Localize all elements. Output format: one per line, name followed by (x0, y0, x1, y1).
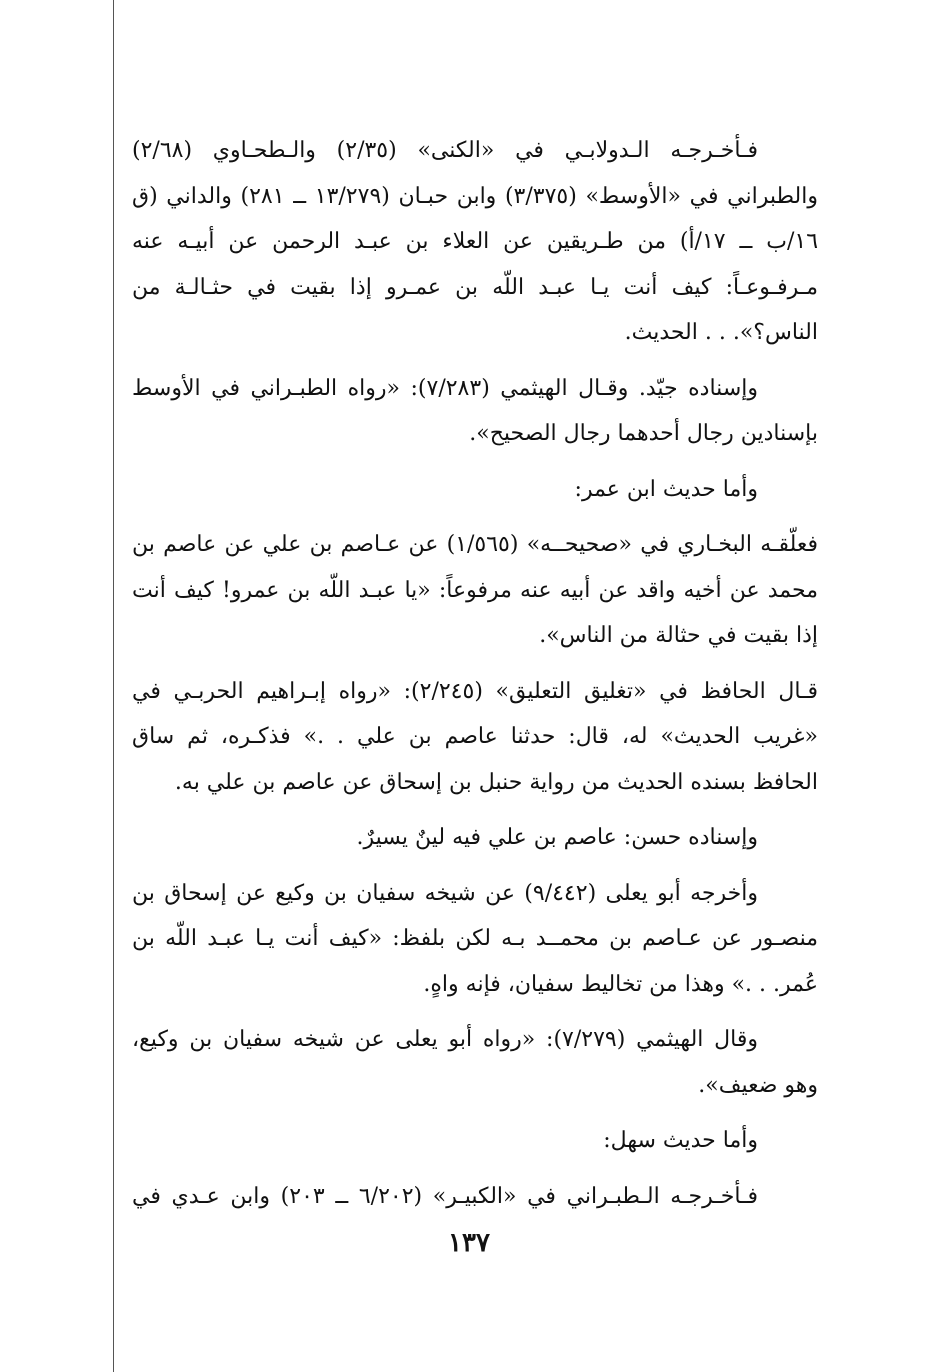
paragraph-tabarani-kabir: فـأخـرجـه الـطبـراني في «الكبيـر» (٦/٢٠٢ ــ ٢٠٣) وابن عـدي في (132, 1183, 758, 1209)
paragraph-haythami: وقال الهيثمي (٧/٢٧٩): «رواه أبو يعلى عن شيخه سفيان بن وكيع، وهو ضعيف». (132, 1027, 818, 1098)
heading-sahl: وأما حديث سهل: (603, 1128, 758, 1153)
paragraph-takhrij-dulabi: فـأخـرجـه الـدولابـي في «الكنى» (٢/٣٥) والـطحـاوي (٢/٦٨) والطبراني في «الأوسط» (٣/٣٧٥) وابن حبـان (١٣/٢٧٩ ــ ٢٨١) والداني (ق ١٦/ب ــ ١٧/أ) من طـريقين عن العلاء بن عبـد الرحمن عن أبيـه عنه مـرفـوعـاً: كيف أنت يـا عبـد اللّه بن عمـرو إذا بقيت في حثـالـة من الناس؟». . . الحديث. (132, 138, 819, 345)
paragraph-isnad-hasan: وإسناده حسن: عاصم بن علي فيه لينٌ يسيرٌ. (356, 825, 758, 850)
heading-ibn-umar: وأما حديث ابن عمر: (574, 476, 758, 502)
page-body (132, 128, 818, 1228)
paragraph-bukhari: فعلّقـه البخـاري في «صحيحــه» (١/٥٦٥) عن عـاصم بن علي عن عاصم بن محمد عن أخيه واقد عن أبيه عنه مرفوعاً: «يا عبـد اللّه بن عمرو! كيف أنت إذا بقيت في حثالة من الناس». (132, 532, 818, 648)
paragraph-hafiz-taghliq: قـال الحافظ في «تغليق التعليق» (٢/٢٤٥): «رواه إبـراهيم الحربـي في «غريب الحديث» له، قال: حدثنا عاصم بن علي . .» فذكـره، ثم ساق الحافظ بسنده الحديث من رواية حنبل بن إسحاق عن عاصم بن علي به. (132, 678, 818, 795)
paragraph-isnad-jayyid: وإسناده جيّد. وقـال الهيثمي (٧/٢٨٣): «رواه الطبـراني في الأوسط بإسنادين رجال أحدهما رجال الصحيح». (132, 375, 818, 446)
page-margin-rule (113, 0, 114, 1372)
paragraph-abu-yala: وأخرجه أبو يعلى (٩/٤٤٢) عن شيخه سفيان بن وكيع عن إسحاق بن منصـور عن عـاصم بن محمــد بـه لكن بلفظ: «كيف أنت يـا عبـد اللّه بن عُمر. . .» وهذا من تخاليط سفيان، فإنه واهٍ. (132, 880, 818, 997)
page-number: ١٣٧ (448, 1228, 490, 1258)
